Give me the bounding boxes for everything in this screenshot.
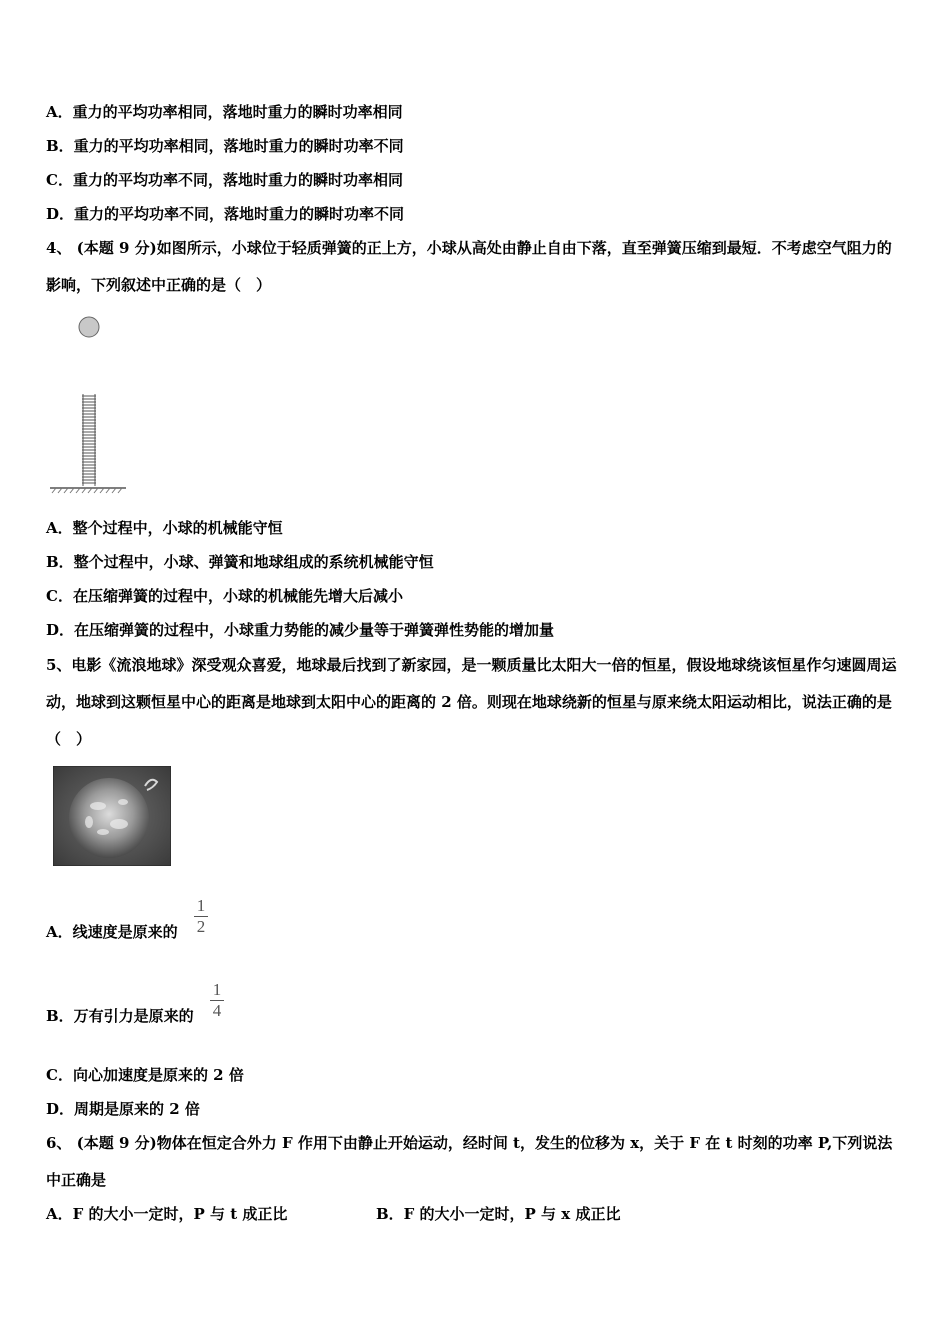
q3-option-a: A．重力的平均功率相同，落地时重力的瞬时功率相同 <box>46 103 403 121</box>
fraction-denominator: 4 <box>212 1001 222 1020</box>
q6-option-a: A．F 的大小一定时，P 与 t 成正比 <box>46 1205 288 1223</box>
q4-option-c: C．在压缩弹簧的过程中，小球的机械能先增大后减小 <box>46 587 403 605</box>
q6-option-b: B．F 的大小一定时，P 与 x 成正比 <box>376 1205 621 1223</box>
q5-option-a: A．线速度是原来的 <box>46 923 178 941</box>
q3-option-c: C．重力的平均功率不同，落地时重力的瞬时功率相同 <box>46 171 403 189</box>
q4-option-a: A．整个过程中，小球的机械能守恒 <box>46 519 283 537</box>
star-photo <box>53 766 171 866</box>
spring-ball-figure <box>44 308 134 498</box>
q5-option-c: C．向心加速度是原来的 2 倍 <box>46 1066 244 1084</box>
spring <box>82 394 96 486</box>
q5-b-fraction <box>210 981 224 1020</box>
q3-option-b: B．重力的平均功率相同，落地时重力的瞬时功率不同 <box>46 137 404 155</box>
q3-option-d: D．重力的平均功率不同，落地时重力的瞬时功率不同 <box>46 205 405 223</box>
ball <box>79 317 99 337</box>
fraction-numerator: 1 <box>196 896 206 915</box>
q4-option-b: B．整个过程中，小球、弹簧和地球组成的系统机械能守恒 <box>46 553 434 571</box>
q5-a-fraction <box>194 897 208 936</box>
q5-stem: 5、电影《流浪地球》深受观众喜爱，地球最后找到了新家园，是一颗质量比太阳大一倍的恒星，假设地球绕该恒星作匀速圆周运动，地球到这颗恒星中心的距离是地球到太阳中心的距离的 2 倍。则现在地球绕新的恒星与原来绕太阳运动相比，说法正确的是（ ） <box>46 656 897 748</box>
q4-option-d: D．在压缩弹簧的过程中，小球重力势能的减少量等于弹簧弹性势能的增加量 <box>46 621 555 639</box>
fraction-numerator: 1 <box>212 980 222 999</box>
q5-option-b: B．万有引力是原来的 <box>46 1007 194 1025</box>
q5-option-d: D．周期是原来的 2 倍 <box>46 1100 200 1118</box>
q4-stem: 4、 (本题 9 分)如图所示，小球位于轻质弹簧的正上方，小球从高处由静止自由下落，直至弹簧压缩到最短．不考虑空气阻力的影响，下列叙述中正确的是（ ） <box>46 239 892 294</box>
q6-stem: 6、 (本题 9 分)物体在恒定合外力 F 作用下由静止开始运动，经时间 t，发生的位移为 x，关于 F 在 t 时刻的功率 P,下列说法中正确是 <box>46 1134 893 1189</box>
fraction-denominator: 2 <box>196 917 206 936</box>
